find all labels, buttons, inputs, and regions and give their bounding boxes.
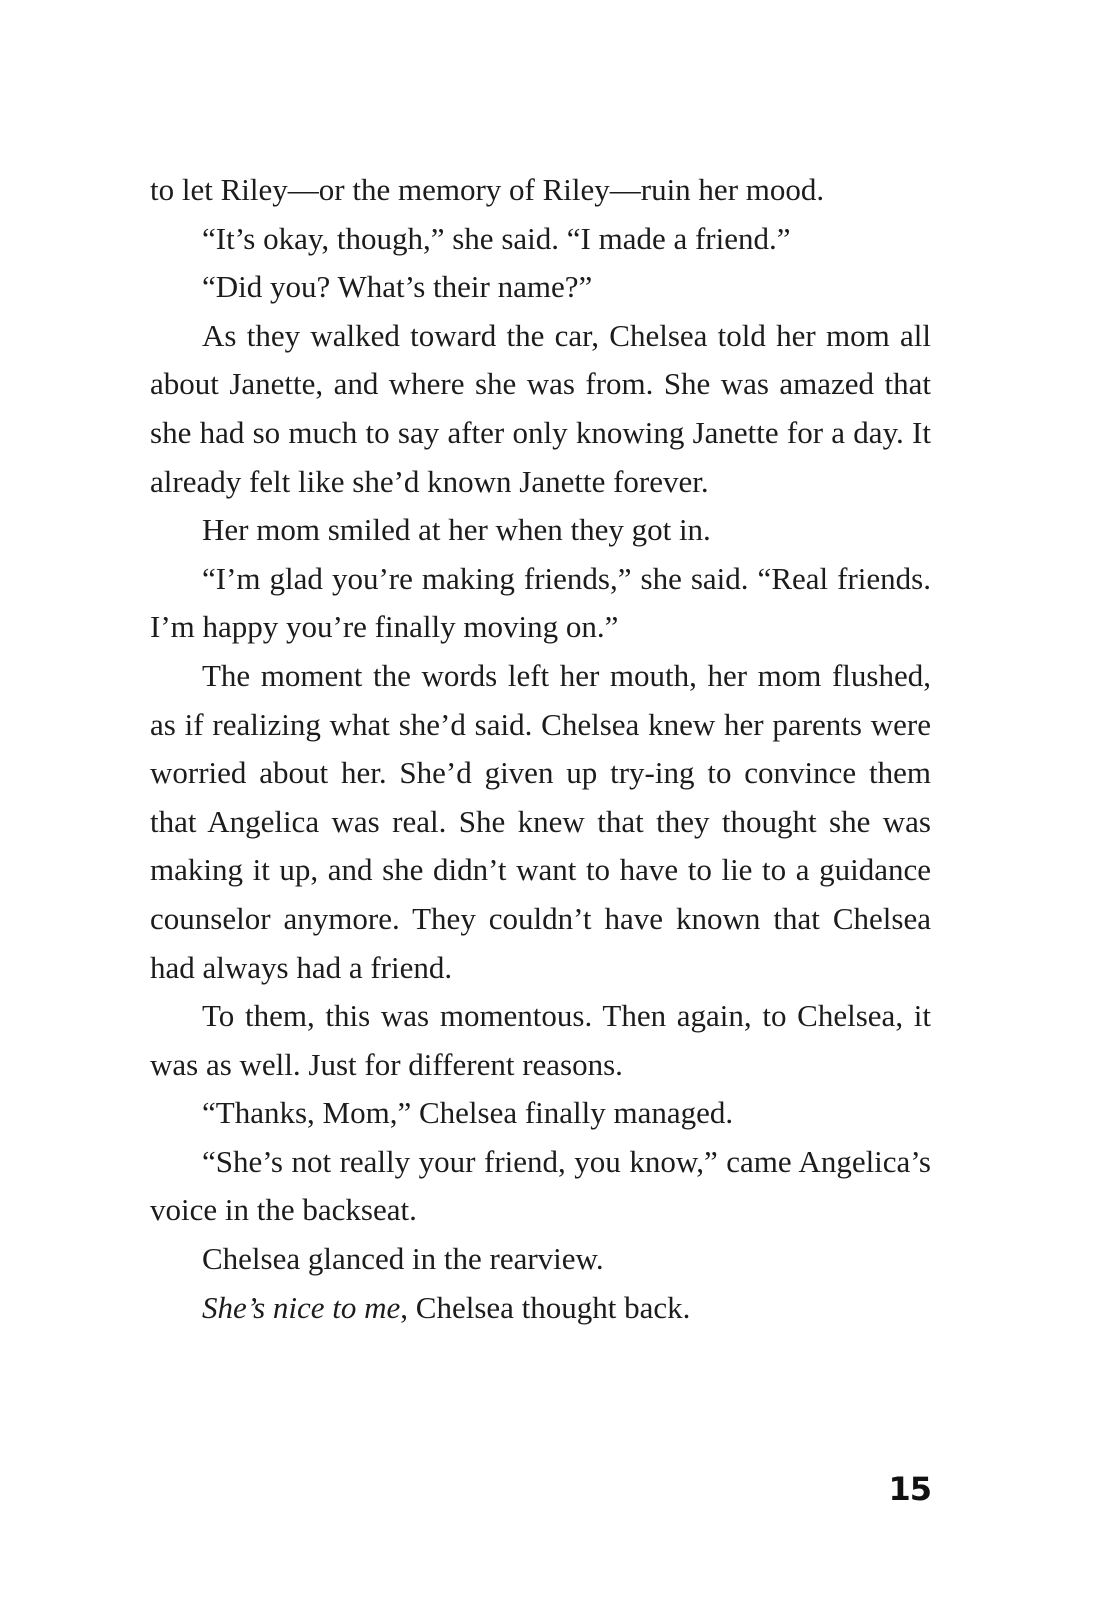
paragraph-rest: , Chelsea thought back. bbox=[400, 1289, 691, 1325]
paragraph: As they walked toward the car, Chelsea told her mom all about Janette, and where she was from. She was amazed that she had so much to say after only knowing Janette for a day. It already felt like she’d known Janette forever. bbox=[150, 317, 931, 499]
italic-thought: She’s nice to me bbox=[202, 1289, 401, 1325]
paragraph: Chelsea glanced in the rearview. bbox=[202, 1241, 604, 1277]
paragraph: To them, this was momentous. Then again, to Chelsea, it was as well. Just for different reasons. bbox=[150, 998, 931, 1082]
paragraph: “Thanks, Mom,” Chelsea finally managed. bbox=[202, 1095, 734, 1131]
last-paragraph bbox=[150, 1284, 931, 1333]
body-text bbox=[150, 166, 931, 1332]
paragraph: “I’m glad you’re making friends,” she said. “Real friends. I’m happy you’re finally moving on.” bbox=[150, 560, 931, 645]
paragraph: to let Riley—or the memory of Riley—ruin her mood. bbox=[150, 172, 825, 207]
paragraph: “Did you? What’s their name?” bbox=[202, 269, 593, 305]
page-number: 15 bbox=[888, 1470, 931, 1508]
paragraph: “It’s okay, though,” she said. “I made a friend.” bbox=[202, 220, 791, 256]
paragraph: The moment the words left her mouth, her mom flushed, as if realizing what she’d said. Chelsea knew her parents were worried about her. She’d given up try-ing to convince them that Angelica was real. She knew that they thought she was making it up, and she didn’t want to have to lie to a guidance counselor anymore. They couldn’t have known that Chelsea had always had a friend. bbox=[150, 657, 931, 985]
paragraph: Her mom smiled at her when they got in. bbox=[202, 512, 711, 548]
paragraph: “She’s not really your friend, you know,” came Angelica’s voice in the backseat. bbox=[150, 1143, 931, 1228]
